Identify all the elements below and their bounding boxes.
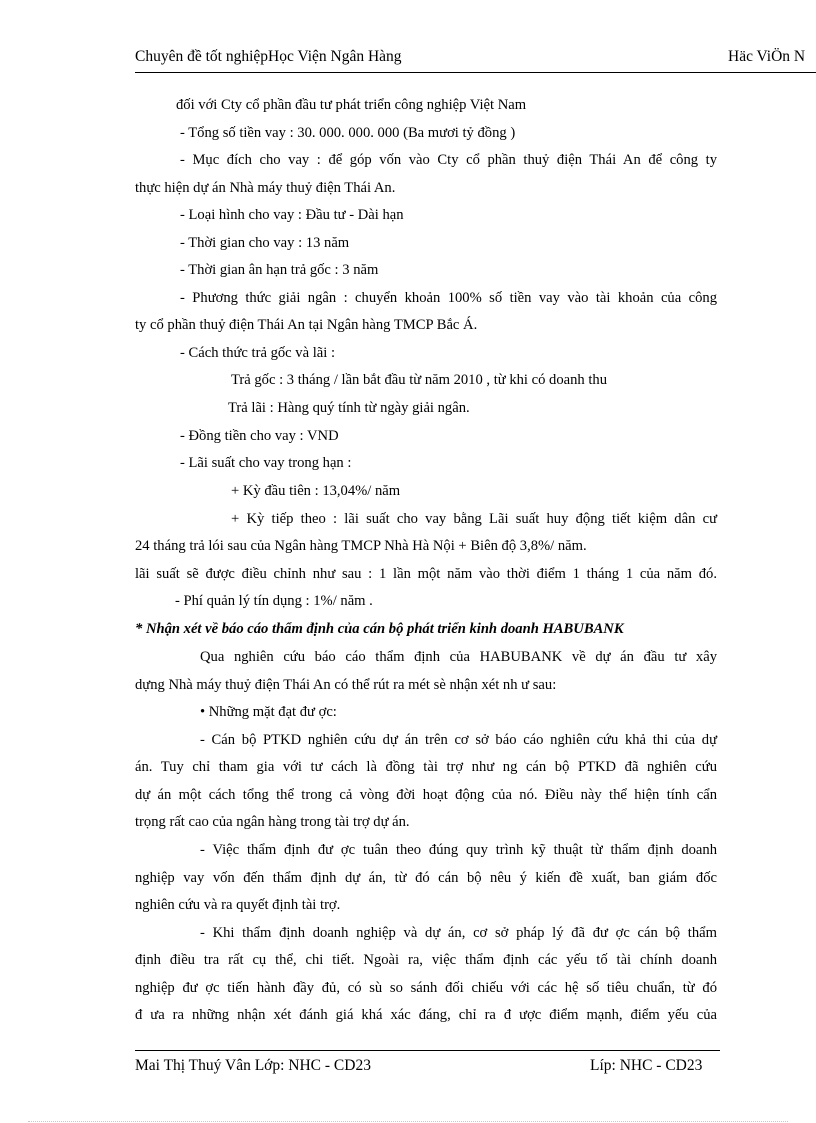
body-line: 24 tháng trả lói sau của Ngân hàng TMCP Nhà Hà Nội + Biên độ 3,8%/ năm.	[135, 538, 587, 554]
body-line: - Tổng số tiền vay : 30. 000. 000. 000 (Ba mươi tỷ đồng )	[180, 125, 516, 141]
body-line: đ ưa ra những nhận xét đánh giá khá xác đáng, chỉ ra đ ược điểm mạnh, điểm yếu của	[135, 1007, 717, 1023]
body-line: - Mục đích cho vay : để góp vốn vào Cty cổ phần thuỷ điện Thái An để công ty	[180, 152, 717, 168]
page-bottom-dotted-border	[28, 1121, 788, 1122]
body-line: trọng rất cao của ngân hàng trong tài trợ dự án.	[135, 814, 410, 830]
body-line: - Đồng tiền cho vay : VND	[180, 428, 339, 444]
body-line: - Cán bộ PTKD nghiên cứu dự án trên cơ sở báo cáo nghiên cứu khả thi của dự	[200, 732, 717, 748]
header-left-title: Chuyên đề tốt nghiệpHọc Viện Ngân Hàng	[135, 48, 402, 65]
body-line: - Cách thức trả gốc và lãi :	[180, 345, 336, 361]
body-line: án. Tuy chỉ tham gia với tư cách là đồng tài trợ như ng cán bộ PTKD đã nghiên cứu	[135, 759, 717, 775]
body-line: - Phí quản lý tín dụng : 1%/ năm .	[175, 593, 373, 609]
body-line: Trả lãi : Hàng quý tính từ ngày giải ngân.	[228, 400, 470, 416]
footer-rule	[135, 1050, 720, 1051]
body-line: - Thời gian cho vay : 13 năm	[180, 235, 350, 251]
body-line: dự án một cách tổng thể trong cả vòng đời hoạt động của nó. Điều này thể hiện tính cẩn	[135, 787, 717, 803]
body-line: - Khi thẩm định doanh nghiệp và dự án, cơ sở pháp lý đã đư ợc cán bộ thẩm	[200, 925, 717, 941]
header-right-title: Häc ViÖn N	[728, 48, 806, 65]
body-line: ty cổ phần thuỷ điện Thái An tại Ngân hàng TMCP Bắc Á.	[135, 317, 478, 333]
body-line: nghiệp vay vốn đến thẩm định dự án, từ đó cán bộ nêu ý kiến đề xuất, ban giám đốc	[135, 870, 717, 886]
header-rule	[135, 72, 816, 73]
body-line: - Lãi suất cho vay trong hạn :	[180, 455, 352, 471]
body-line: nghiên cứu và ra quyết định tài trợ.	[135, 897, 341, 913]
footer-left-author: Mai Thị Thuý Vân Lớp: NHC - CD23	[135, 1057, 371, 1074]
body-line: Trả gốc : 3 tháng / lần bắt đầu từ năm 2010 , từ khi có doanh thu	[231, 372, 608, 388]
body-line: Qua nghiên cứu báo cáo thẩm định của HABUBANK về dự án đầu tư xây	[200, 649, 717, 665]
body-line: - Việc thẩm định đư ợc tuân theo đúng quy trình kỹ thuật từ thẩm định doanh	[200, 842, 717, 858]
body-line: dựng Nhà máy thuỷ điện Thái An có thể rút ra mét sè nhận xét nh ư sau:	[135, 677, 557, 693]
body-line: + Kỳ tiếp theo : lãi suất cho vay bằng Lãi suất huy động tiết kiệm dân cư	[231, 511, 717, 527]
footer-right-class: Líp: NHC - CD23	[590, 1057, 703, 1074]
body-line: nghiệp đư ợc tiến hành đầy đủ, có sù so sánh đối chiếu với các hệ số tiêu chuẩn, từ đó	[135, 980, 717, 996]
body-line: - Thời gian ân hạn trả gốc : 3 năm	[180, 262, 379, 278]
body-line: • Những mặt đạt đư ợc:	[200, 704, 337, 720]
body-line: định điều tra rất cụ thể, chi tiết. Ngoài ra, việc thẩm định các yếu tố tài chính doanh	[135, 952, 717, 968]
body-line: - Loại hình cho vay : Đầu tư - Dài hạn	[180, 207, 404, 223]
body-line: thực hiện dự án Nhà máy thuỷ điện Thái An.	[135, 180, 396, 196]
section-heading: * Nhận xét về báo cáo thẩm định của cán bộ phát triển kinh doanh HABUBANK	[135, 621, 624, 637]
body-line: + Kỳ đầu tiên : 13,04%/ năm	[231, 483, 401, 499]
body-line: lãi suất sẽ được điều chỉnh như sau : 1 lần một năm vào thời điểm 1 tháng 1 của năm đó.	[135, 566, 717, 582]
body-line: đối với Cty cổ phần đầu tư phát triển công nghiệp Việt Nam	[176, 97, 527, 113]
body-line: - Phương thức giải ngân : chuyển khoản 100% số tiền vay vào tài khoản của công	[180, 290, 717, 306]
